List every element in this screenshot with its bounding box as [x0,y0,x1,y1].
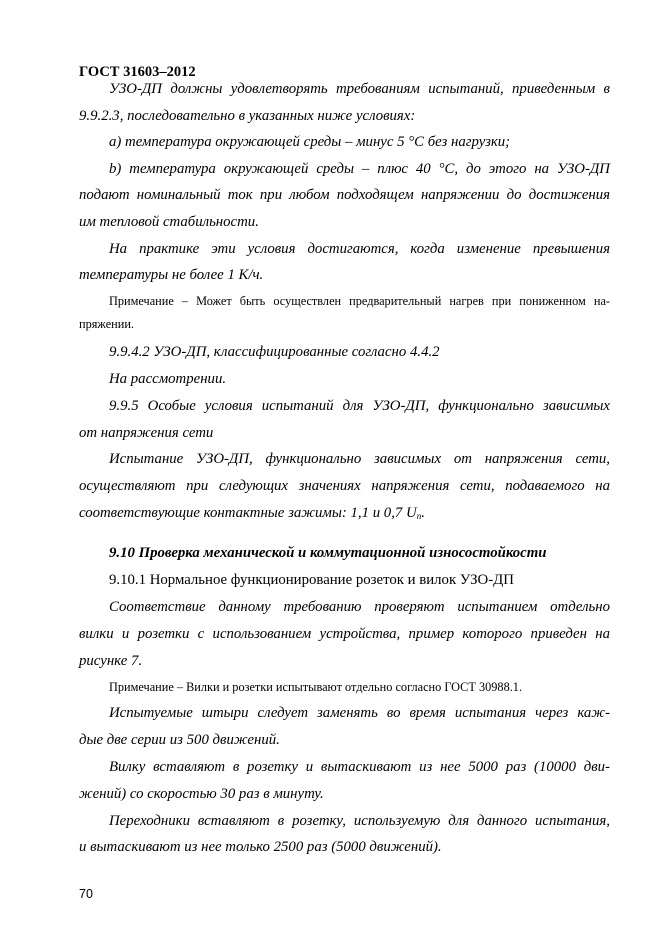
paragraph-line: Испытуемые штыри следует заменять во время испытания через каж- [109,705,610,721]
paragraph-line: На рассмотрении. [109,371,227,387]
voltage-text: соответствующие контактные зажимы: 1,1 и 0,7 U [79,505,417,521]
paragraph-line: им тепловой стабильности. [79,214,259,230]
paragraph-line [79,504,610,522]
paragraph-line: подают номинальный ток при любом подходящем напряжении до достижения [79,187,610,203]
paragraph-line: На практике эти условия достигаются, когда изменение превышения [109,241,610,257]
list-item-a: a) температура окружающей среды – минус 5 °С без нагрузки; [109,134,511,150]
list-item-b: b) температура окружающей среды – плюс 40 °С, до этого на УЗО-ДП [109,161,610,177]
paragraph-line: Переходники вставляют в розетку, используемую для данного испытания, [109,813,610,829]
page-number: 70 [79,887,93,901]
section-heading-9-10: 9.10 Проверка механической и коммутационной износостойкости [109,545,547,561]
paragraph-line: осуществляют при следующих значениях напряжения сети, подаваемого на [79,478,610,494]
document-header: ГОСТ 31603–2012 [79,64,196,80]
section-9-9-5: 9.9.5 Особые условия испытаний для УЗО-ДП, функционально зависимых [109,398,610,414]
paragraph-line: 9.9.2.3, последовательно в указанных ниже условиях: [79,108,416,124]
section-9-10-1: 9.10.1 Нормальное функционирование розеток и вилок УЗО-ДП [109,572,514,588]
paragraph-line: Соответствие данному требованию проверяют испытанием отдельно [109,599,610,615]
paragraph-line: рисунке 7. [79,653,143,669]
voltage-subscript: n [416,511,422,521]
note-line: пряжении. [79,317,134,331]
note-line: Примечание – Вилки и розетки испытывают отдельно согласно ГОСТ 30988.1. [109,680,523,694]
paragraph-line: дые две серии из 500 движений. [79,732,280,748]
section-9-9-4-2: 9.9.4.2 УЗО-ДП, классифицированные согласно 4.4.2 [109,344,440,360]
paragraph-line: вилки и розетки с использованием устройства, пример которого приведен на [79,626,610,642]
paragraph-line: УЗО-ДП должны удовлетворять требованиям испытаний, приведенным в [109,81,610,97]
paragraph-line: Вилку вставляют в розетку и вытаскивают из нее 5000 раз (10000 дви- [109,759,610,775]
paragraph-line: от напряжения сети [79,425,214,441]
note-line: Примечание – Может быть осуществлен предварительный нагрев при пониженном на- [109,294,610,308]
voltage-tail: . [421,505,425,521]
paragraph-line: Испытание УЗО-ДП, функционально зависимых от напряжения сети, [109,451,610,467]
paragraph-line: температуры не более 1 К/ч. [79,267,264,283]
paragraph-line: и вытаскивают из нее только 2500 раз (5000 движений). [79,839,442,855]
paragraph-line: жений) со скоростью 30 раз в минуту. [79,786,324,802]
